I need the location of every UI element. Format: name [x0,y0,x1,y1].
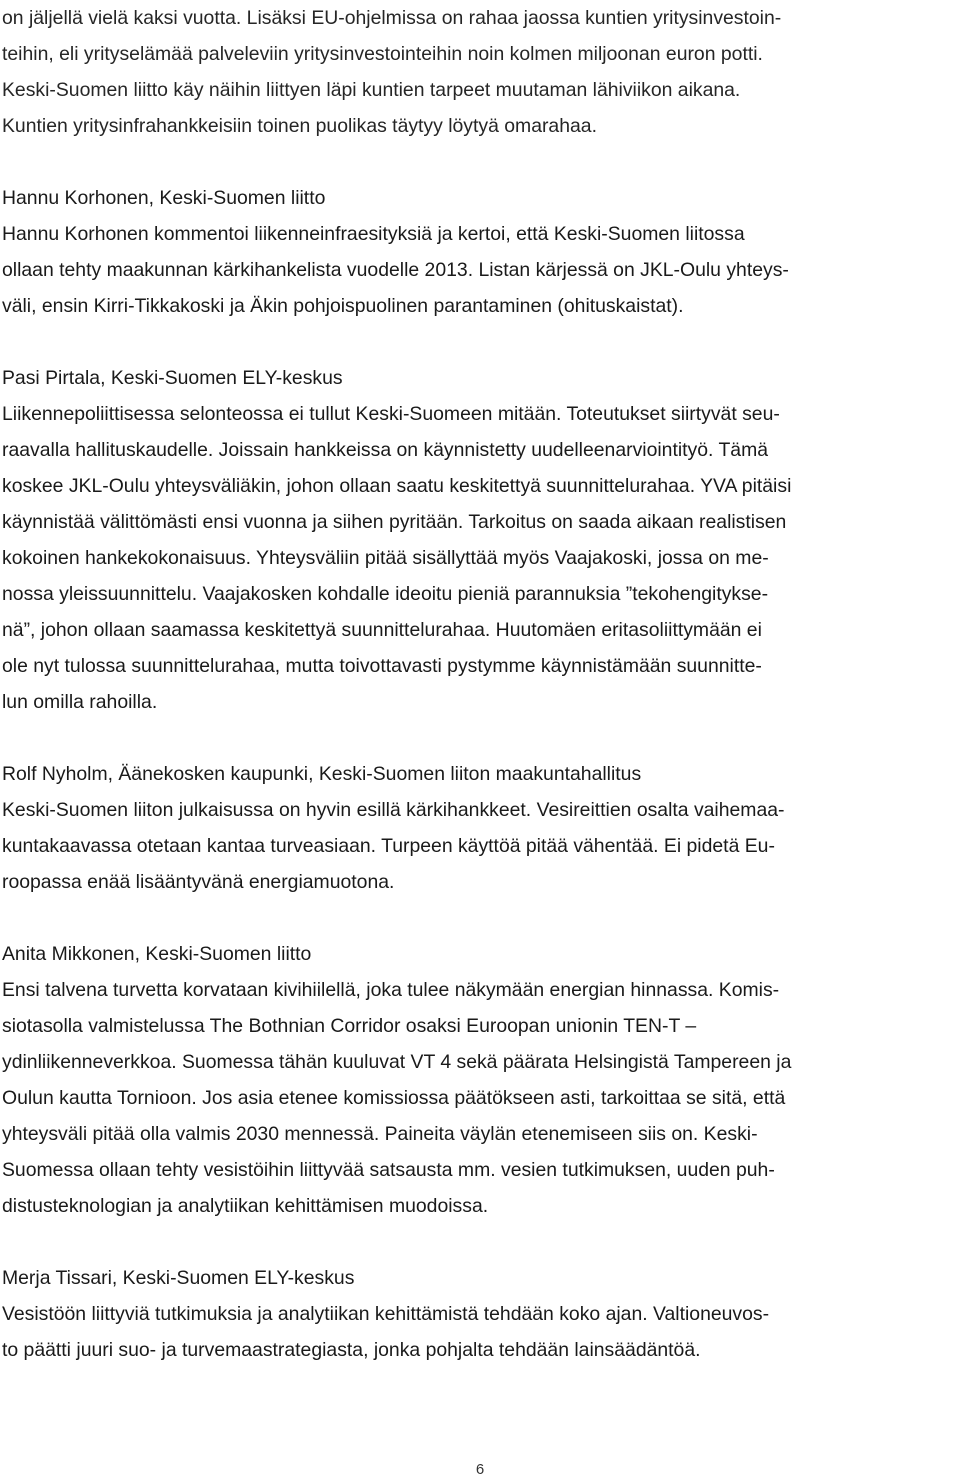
speaker-section [2,936,954,1224]
speaker-section [2,756,954,900]
intro-paragraph [2,0,954,144]
speaker-name: Anita Mikkonen, Keski-Suomen liitto [2,943,312,965]
text-line: Liikennepoliittisessa selonteossa ei tullut Keski-Suomeen mitään. Toteutukset siirtyvät seu- [2,403,780,425]
text-line: on jäljellä vielä kaksi vuotta. Lisäksi EU-ohjelmissa on rahaa jaossa kuntien yritysinvestoin- [2,7,782,29]
text-line: Keski-Suomen liitto käy näihin liittyen läpi kuntien tarpeet muutaman lähiviikon aikana. [2,79,741,101]
text-line: ollaan tehty maakunnan kärkihankelista vuodelle 2013. Listan kärjessä on JKL-Oulu yhteys- [2,259,789,281]
text-line: nä”, johon ollaan saamassa keskitettyä suunnittelurahaa. Huutomäen eritasoliittymään ei [2,619,762,641]
text-line: kokoinen hankekokonaisuus. Yhteysväliin pitää sisällyttää myös Vaajakoski, jossa on me- [2,547,769,569]
text-line: Hannu Korhonen kommentoi liikenneinfraesityksiä ja kertoi, että Keski-Suomen liitossa [2,223,745,245]
page-number: 6 [475,1461,485,1478]
text-line: väli, ensin Kirri-Tikkakoski ja Äkin pohjoispuolinen parantaminen (ohituskaistat). [2,295,684,317]
text-line: raavalla hallituskaudelle. Joissain hankkeissa on käynnistetty uudelleenarviointityö. Tämä [2,439,769,461]
text-line: to päätti juuri suo- ja turvemaastrategiasta, jonka pohjalta tehdään lainsäädäntöä. [2,1339,701,1361]
speaker-section [2,360,954,720]
speaker-section [2,1260,954,1368]
text-line: teihin, eli yrityselämää palveleviin yritysinvestointeihin noin kolmen miljoonan euron potti. [2,43,763,65]
speaker-section [2,180,954,324]
speaker-name: Merja Tissari, Keski-Suomen ELY-keskus [2,1267,355,1289]
document-page [2,0,954,1368]
text-line: yhteysväli pitää olla valmis 2030 mennessä. Paineita väylän etenemiseen siis on. Keski- [2,1123,758,1145]
text-line: kuntakaavassa otetaan kantaa turveasiaan. Turpeen käyttöä pitää vähentää. Ei pidetä Eu- [2,835,775,857]
text-line: Suomessa ollaan tehty vesistöihin liittyvää satsausta mm. vesien tutkimuksen, uuden puh- [2,1159,775,1181]
text-line: ole nyt tulossa suunnittelurahaa, mutta toivottavasti pystymme käynnistämään suunnitte- [2,655,762,677]
text-line: nossa yleissuunnittelu. Vaajakosken kohdalle ideoitu pieniä parannuksia ”tekohengitykse- [2,583,769,605]
text-line: ydinliikenneverkkoa. Suomessa tähän kuuluvat VT 4 sekä päärata Helsingistä Tampereen ja [2,1051,792,1073]
text-line: Oulun kautta Tornioon. Jos asia etenee komissiossa päätökseen asti, tarkoittaa se sitä, että [2,1087,786,1109]
text-line: roopassa enää lisääntyvänä energiamuotona. [2,871,395,893]
text-line: distusteknologian ja analytiikan kehittämisen muodoissa. [2,1195,489,1217]
text-line: käynnistää välittömästi ensi vuonna ja siihen pyritään. Tarkoitus on saada aikaan realistisen [2,511,787,533]
speaker-sections [2,180,954,1368]
text-line: Keski-Suomen liiton julkaisussa on hyvin esillä kärkihankkeet. Vesireittien osalta vaihemaa- [2,799,785,821]
text-line: Vesistöön liittyviä tutkimuksia ja analytiikan kehittämistä tehdään koko ajan. Valtioneuvos- [2,1303,770,1325]
speaker-name: Hannu Korhonen, Keski-Suomen liitto [2,187,326,209]
text-line: siotasolla valmistelussa The Bothnian Corridor osaksi Euroopan unionin TEN-T – [2,1015,697,1037]
text-line: Kuntien yritysinfrahankkeisiin toinen puolikas täytyy löytyä omarahaa. [2,115,597,137]
text-line: Ensi talvena turvetta korvataan kivihiilellä, joka tulee näkymään energian hinnassa. Komis- [2,979,780,1001]
speaker-name: Rolf Nyholm, Äänekosken kaupunki, Keski-Suomen liiton maakuntahallitus [2,763,642,785]
speaker-name: Pasi Pirtala, Keski-Suomen ELY-keskus [2,367,343,389]
text-line: koskee JKL-Oulu yhteysväliäkin, johon ollaan saatu keskitettyä suunnittelurahaa. YVA pitäisi [2,475,792,497]
text-line: lun omilla rahoilla. [2,691,158,713]
